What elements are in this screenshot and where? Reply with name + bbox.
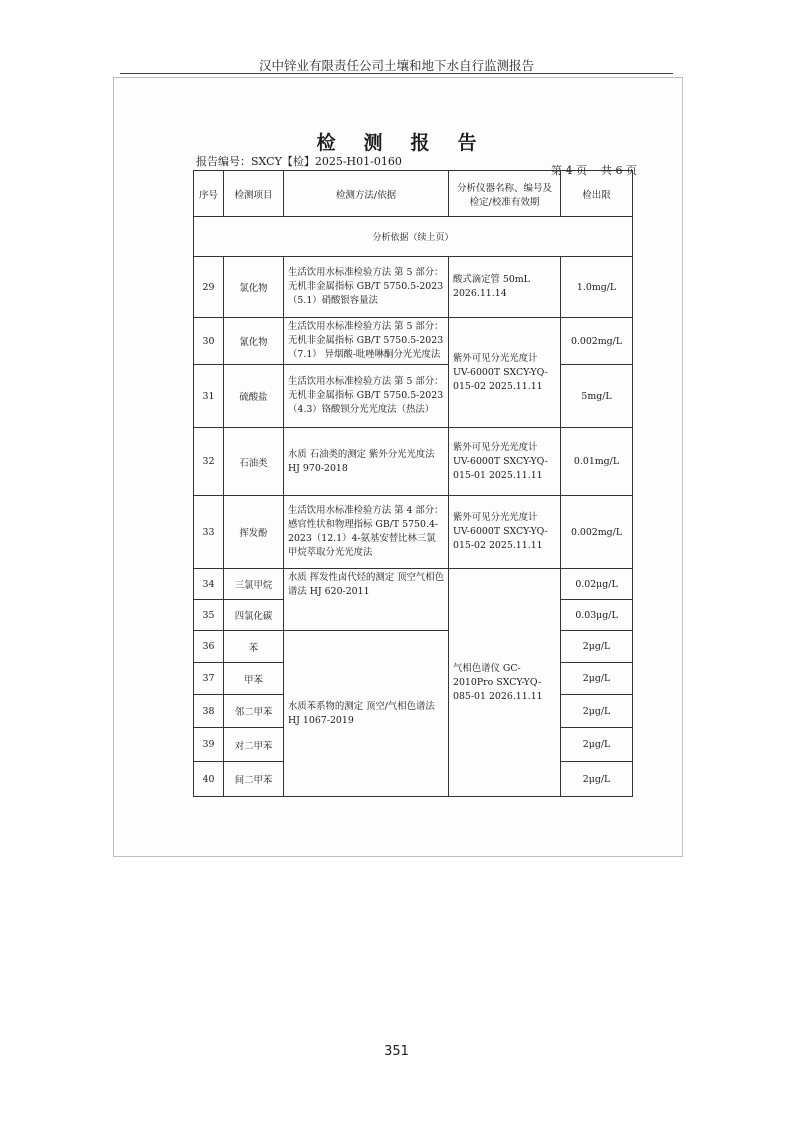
row-no: 35 [194, 600, 224, 631]
row-no: 29 [194, 257, 224, 318]
row-limit: 2μg/L [561, 631, 633, 663]
col-header-item: 检测项目 [224, 171, 284, 217]
row-no: 34 [194, 569, 224, 600]
row-no: 31 [194, 365, 224, 428]
report-title: 检测报告 [316, 132, 505, 154]
col-header-no: 序号 [194, 171, 224, 217]
row-method: 生活饮用水标准检验方法 第 5 部分：无机非金属指标 GB/T 5750.5-2023（5.1）硝酸银容量法 [284, 257, 449, 318]
row-method: 生活饮用水标准检验方法 第 4 部分：感官性状和物理指标 GB/T 5750.4-2023（12.1）4-氨基安替比林三氯甲烷萃取分光光度法 [284, 496, 449, 569]
running-header: 汉中锌业有限责任公司土壤和地下水自行监测报告 [258, 58, 534, 73]
table-row [194, 318, 633, 365]
table-row [194, 631, 633, 663]
row-item: 氯化物 [224, 257, 284, 318]
row-no: 30 [194, 318, 224, 365]
row-instrument: 紫外可见分光光度计 UV-6000T SXCY-YQ-015-01 2025.11.11 [449, 428, 561, 496]
row-no: 40 [194, 762, 224, 797]
row-limit: 0.03μg/L [561, 600, 633, 631]
row-limit: 2μg/L [561, 695, 633, 728]
row-no: 36 [194, 631, 224, 663]
page-number: 351 [384, 1044, 409, 1059]
row-no: 38 [194, 695, 224, 728]
table-row [194, 496, 633, 569]
table-row [194, 569, 633, 600]
row-method: 水质 挥发性卤代烃的测定 顶空气相色谱法 HJ 620-2011 [284, 569, 449, 631]
row-limit: 0.01mg/L [561, 428, 633, 496]
col-header-method: 检测方法/依据 [284, 171, 449, 217]
row-limit: 2μg/L [561, 762, 633, 797]
row-item: 四氯化碳 [224, 600, 284, 631]
row-limit: 2μg/L [561, 663, 633, 695]
row-item: 硫酸盐 [224, 365, 284, 428]
col-header-instrument: 分析仪器名称、编号及检定/校准有效期 [449, 171, 561, 217]
page-total: 共 6 页 [601, 164, 637, 177]
row-limit: 5mg/L [561, 365, 633, 428]
row-instrument: 紫外可见分光光度计 UV-6000T SXCY-YQ-015-02 2025.11.11 [449, 318, 561, 428]
row-method: 水质苯系物的测定 顶空/气相色谱法 HJ 1067-2019 [284, 631, 449, 797]
table-row [194, 428, 633, 496]
analysis-basis-table [193, 170, 633, 797]
table-row [194, 257, 633, 318]
row-method: 水质 石油类的测定 紫外分光光度法 HJ 970-2018 [284, 428, 449, 496]
row-item: 氰化物 [224, 318, 284, 365]
page-current: 第 4 页 [551, 164, 587, 177]
header-rule [120, 73, 673, 74]
row-no: 33 [194, 496, 224, 569]
table-caption: 分析依据（续上页） [194, 217, 633, 257]
row-item: 石油类 [224, 428, 284, 496]
row-item: 苯 [224, 631, 284, 663]
row-no: 39 [194, 728, 224, 762]
row-method: 生活饮用水标准检验方法 第 5 部分：无机非金属指标 GB/T 5750.5-2023（7.1） 异烟酸-吡唑啉酮分光光度法 [284, 318, 449, 365]
row-item: 邻二甲苯 [224, 695, 284, 728]
row-limit: 2μg/L [561, 728, 633, 762]
row-no: 37 [194, 663, 224, 695]
row-limit: 0.002mg/L [561, 318, 633, 365]
row-item: 间二甲苯 [224, 762, 284, 797]
row-limit: 0.002mg/L [561, 496, 633, 569]
table-row [194, 365, 633, 428]
row-no: 32 [194, 428, 224, 496]
report-number: 报告编号：SXCY【检】2025-H01-0160 [196, 155, 402, 168]
row-instrument: 气相色谱仪 GC-2010Pro SXCY-YQ-085-01 2026.11.11 [449, 569, 561, 797]
row-item: 三氯甲烷 [224, 569, 284, 600]
col-header-limit: 检出限 [561, 171, 633, 217]
row-method: 生活饮用水标准检验方法 第 5 部分：无机非金属指标 GB/T 5750.5-2023（4.3）铬酸钡分光光度法（热法） [284, 365, 449, 428]
row-limit: 0.02μg/L [561, 569, 633, 600]
row-item: 对二甲苯 [224, 728, 284, 762]
row-limit: 1.0mg/L [561, 257, 633, 318]
row-item: 挥发酚 [224, 496, 284, 569]
row-instrument: 酸式滴定管 50mL 2026.11.14 [449, 257, 561, 318]
row-item: 甲苯 [224, 663, 284, 695]
row-instrument: 紫外可见分光光度计 UV-6000T SXCY-YQ-015-02 2025.11.11 [449, 496, 561, 569]
